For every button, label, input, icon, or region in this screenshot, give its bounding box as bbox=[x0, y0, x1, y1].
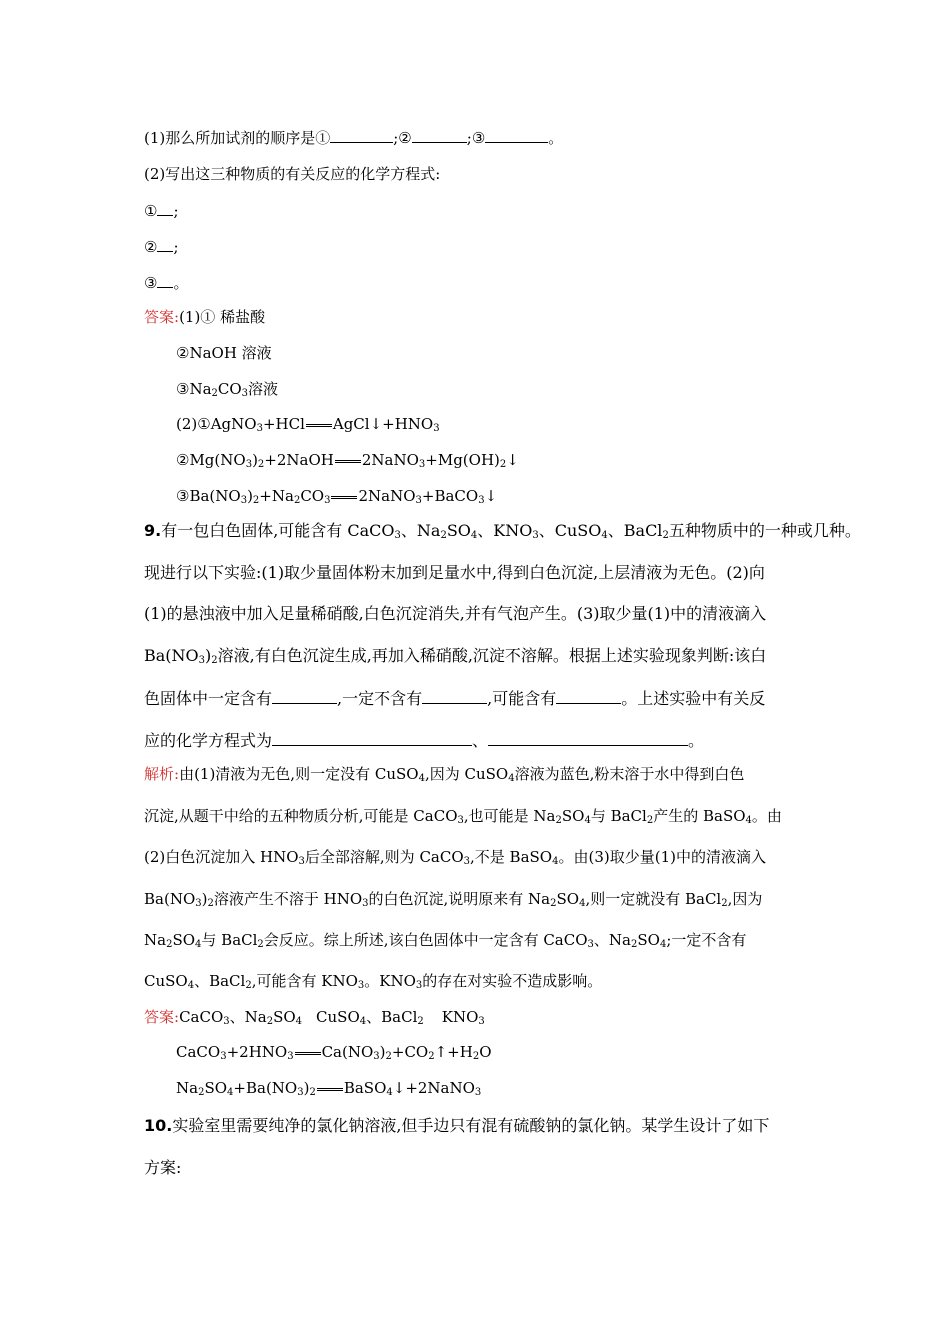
q8-equation-3: $③Ba(NO_3)_2+Na_2CO_3$ 2NaNO$_3$+BaCO$_3$↓ bbox=[176, 487, 498, 506]
q9-line-4: $Ba(NO_3)_2$溶液,有白色沉淀生成,再加入稀硝酸,沉淀不溶解。根据上述实验现象判断:该白 bbox=[144, 646, 767, 666]
q8-part1-line: (1)那么所加试剂的顺序是① ;② ;③ 。 bbox=[144, 129, 564, 147]
equals-sign bbox=[317, 1088, 343, 1091]
blank-eq-3[interactable] bbox=[157, 272, 173, 288]
q8-item-3: ③ 。 bbox=[144, 274, 189, 292]
question-number: 9. bbox=[144, 521, 162, 540]
q10-line-2: 方案: bbox=[144, 1158, 182, 1177]
q9-line-3: (1)的悬浊液中加入足量稀硝酸,白色沉淀消失,并有气泡产生。(3)取少量(1)中的清液滴入 bbox=[144, 604, 767, 623]
equals-sign bbox=[295, 1052, 321, 1055]
blank-equation-1[interactable] bbox=[272, 730, 472, 746]
q8-equation-1: (2)①AgNO$_3$+HCl $AgCl↓+HNO_3$ bbox=[176, 415, 440, 434]
blank-1[interactable] bbox=[330, 127, 393, 143]
q9-line-1: 9.有一包白色固体,可能含有 CaCO$_3$、$Na_2SO_4$、$KNO_3$、CuSO$_4$、BaCl$_2$五种物质中的一种或几种。 bbox=[144, 521, 861, 541]
blank-not-contains[interactable] bbox=[422, 688, 487, 704]
equals-sign bbox=[335, 460, 361, 463]
q9-analysis-3: (2)白色沉淀加入 $HNO_3$后全部溶解,则为 CaCO$_3$,不是 BaSO$_4$。由(3)取少量(1)中的清液滴入 bbox=[144, 848, 766, 867]
answer-label: 答案: bbox=[144, 1008, 180, 1026]
q9-line-2: 现进行以下实验:(1)取少量固体粉末加到足量水中,得到白色沉淀,上层清液为无色。(2)向 bbox=[144, 563, 765, 582]
q8-equation-2: $②Mg(NO_3)_2+2NaOH$ $2NaNO_3+Mg(OH)_2↓$ bbox=[176, 451, 519, 470]
q8-item-2: ② ; bbox=[144, 238, 179, 256]
blank-3[interactable] bbox=[485, 127, 548, 143]
q8-item-1: ① ; bbox=[144, 202, 179, 220]
q9-answer-1: 答案:CaCO$_3$、$Na_2SO_4$ CuSO$_4$、BaCl$_2$ $KNO_3$ bbox=[144, 1008, 485, 1027]
q9-analysis-4: $Ba(NO_3)_2$溶液产生不溶于 $HNO_3$的白色沉淀,说明原来有 $Na_2SO_4$,则一定就没有 BaCl$_2$,因为 bbox=[144, 890, 763, 909]
question-number: 10. bbox=[144, 1116, 173, 1135]
q9-analysis-5: $Na_2SO_4$与 BaCl$_2$会反应。综上所述,该白色固体中一定含有 CaCO$_3$、$Na_2SO_4$;一定不含有 bbox=[144, 931, 747, 950]
q9-line-5: 色固体中一定含有 ,一定不含有 ,可能含有 。上述实验中有关反 bbox=[144, 689, 766, 708]
q8-answer-line-1: 答案:(1)① 稀盐酸 bbox=[144, 308, 266, 326]
blank-equation-2[interactable] bbox=[488, 730, 688, 746]
answer-label: 答案: bbox=[144, 308, 180, 326]
blank-contains[interactable] bbox=[272, 688, 337, 704]
q9-line-6: 应的化学方程式为 、 。 bbox=[144, 731, 705, 750]
q9-answer-equation-2: $Na_2SO_4+Ba(NO_3)_2$ BaSO$_4$↓+2NaNO$_3$ bbox=[176, 1079, 482, 1098]
analysis-label: 解析: bbox=[144, 765, 180, 783]
equals-sign bbox=[331, 496, 357, 499]
q9-answer-equation-1: $CaCO_3+2HNO_3$ $Ca(NO_3)_2+CO_2↑+H_2O$ bbox=[176, 1043, 492, 1062]
q8-part2-line: (2)写出这三种物质的有关反应的化学方程式: bbox=[144, 165, 441, 183]
equals-sign bbox=[306, 424, 332, 427]
q8-answer-line-3: $③Na_2CO_3$溶液 bbox=[176, 380, 279, 399]
blank-may-contain[interactable] bbox=[556, 688, 621, 704]
blank-eq-2[interactable] bbox=[157, 236, 173, 252]
q8-answer-line-2: ②NaOH 溶液 bbox=[176, 344, 272, 362]
q9-analysis-1: 解析:由(1)清液为无色,则一定没有 CuSO$_4$,因为 CuSO$_4$溶液为蓝色,粉末溶于水中得到白色 bbox=[144, 765, 745, 784]
q9-analysis-6: CuSO$_4$、BaCl$_2$,可能含有 $KNO_3$。$KNO_3$的存在对实验不造成影响。 bbox=[144, 972, 603, 991]
blank-2[interactable] bbox=[412, 127, 467, 143]
q9-analysis-2: 沉淀,从题干中给的五种物质分析,可能是 CaCO$_3$,也可能是 $Na_2SO_4$与 BaCl$_2$产生的 BaSO$_4$。由 bbox=[144, 807, 782, 826]
blank-eq-1[interactable] bbox=[157, 200, 173, 216]
q10-line-1: 10.实验室里需要纯净的氯化钠溶液,但手边只有混有硫酸钠的氯化钠。某学生设计了如下 bbox=[144, 1116, 770, 1135]
